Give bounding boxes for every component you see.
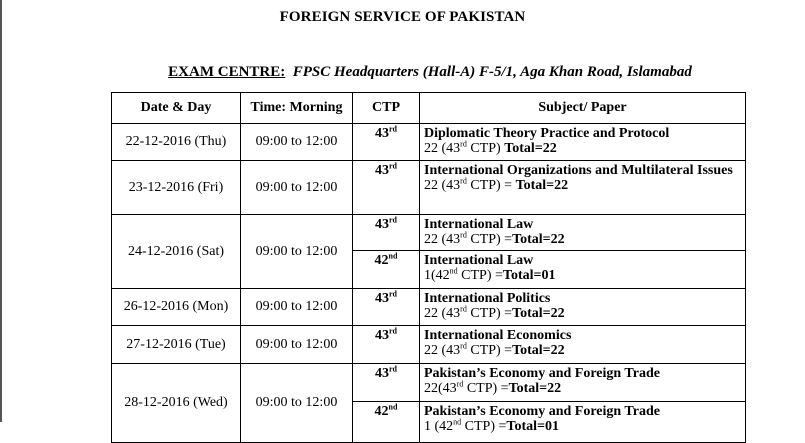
header-time: Time: Morning [241, 93, 353, 124]
subject-count: 22 (43rd CTP) = [424, 230, 513, 247]
subject-total: Total=22 [515, 178, 569, 193]
exam-centre-label: EXAM CENTRE: [168, 64, 286, 80]
subject-count: 22 (43rd CTP) = [424, 304, 513, 321]
subject-total: Total=22 [512, 343, 565, 358]
subject-detail [424, 268, 741, 283]
cell-ctp: 42nd [353, 402, 420, 443]
subject-total: Total=22 [508, 381, 562, 396]
subject-title: Pakistan’s Economy and Foreign Trade [424, 404, 660, 419]
cell-subject [420, 251, 746, 289]
cell-subject [420, 402, 746, 443]
table-row [112, 364, 746, 402]
cell-subject [420, 289, 746, 326]
subject-detail [424, 306, 741, 321]
cell-subject [420, 161, 746, 215]
table-row [112, 124, 746, 161]
document-title: FOREIGN SERVICE OF PAKISTAN [279, 9, 526, 25]
cell-time: 09:00 to 12:00 [241, 215, 353, 289]
cell-date: 26-12-2016 (Mon) [112, 289, 241, 326]
table-row [112, 161, 746, 215]
subject-count: 22(43rd CTP) = [424, 379, 509, 396]
subject-detail [424, 178, 741, 193]
cell-time: 09:00 to 12:00 [241, 364, 353, 443]
subject-title: International Law [424, 253, 534, 268]
header-date: Date & Day [112, 93, 241, 124]
exam-schedule-table [111, 92, 746, 443]
table-header-row [112, 93, 746, 124]
cell-ctp: 43rd [353, 161, 420, 215]
cell-subject [420, 326, 746, 364]
subject-total: Total=01 [502, 268, 556, 283]
cell-ctp: 43rd [353, 364, 420, 402]
cell-ctp: 42nd [353, 251, 420, 289]
subject-detail [424, 343, 741, 358]
cell-date: 24-12-2016 (Sat) [112, 215, 241, 289]
cell-date: 27-12-2016 (Tue) [112, 326, 241, 364]
subject-title: International Organizations and Multilateral Issues [424, 163, 733, 178]
table-row [112, 326, 746, 364]
cell-ctp: 43rd [353, 289, 420, 326]
subject-count: 1(42nd CTP) = [424, 266, 503, 283]
cell-time: 09:00 to 12:00 [241, 124, 353, 161]
subject-count: 22 (43rd CTP) = [424, 341, 513, 358]
table-row [112, 215, 746, 251]
subject-detail [424, 381, 741, 396]
subject-detail [424, 141, 741, 156]
header-ctp: CTP [353, 93, 420, 124]
cell-time: 09:00 to 12:00 [241, 326, 353, 364]
cell-time: 09:00 to 12:00 [241, 289, 353, 326]
subject-total: Total=22 [512, 232, 565, 247]
cell-ctp: 43rd [353, 326, 420, 364]
exam-centre-line [0, 64, 805, 81]
subject-total: Total=22 [512, 306, 565, 321]
subject-detail [424, 232, 741, 247]
cell-time: 09:00 to 12:00 [241, 161, 353, 215]
cell-ctp: 43rd [353, 124, 420, 161]
cell-subject [420, 364, 746, 402]
subject-title: International Economics [424, 328, 572, 343]
subject-title: International Politics [424, 291, 551, 306]
header-subject: Subject/ Paper [420, 93, 746, 124]
table-row [112, 289, 746, 326]
subject-title: Pakistan’s Economy and Foreign Trade [424, 366, 660, 381]
cell-ctp: 43rd [353, 215, 420, 251]
subject-count: 1 (42nd CTP) = [424, 417, 507, 434]
cell-date: 22-12-2016 (Thu) [112, 124, 241, 161]
subject-count: 22 (43rd CTP) = [424, 176, 516, 193]
subject-title: Diplomatic Theory Practice and Protocol [424, 126, 670, 141]
cell-date: 23-12-2016 (Fri) [112, 161, 241, 215]
exam-centre-value: FPSC Headquarters (Hall-A) F-5/1, Aga Khan Road, Islamabad [292, 64, 692, 80]
subject-count: 22 (43rd CTP) [424, 139, 505, 156]
subject-total: Total=22 [504, 141, 557, 156]
cell-subject [420, 124, 746, 161]
subject-detail [424, 419, 741, 434]
cell-date: 28-12-2016 (Wed) [112, 364, 241, 443]
cell-subject [420, 215, 746, 251]
subject-title: International Law [424, 217, 534, 232]
subject-total: Total=01 [506, 419, 559, 434]
